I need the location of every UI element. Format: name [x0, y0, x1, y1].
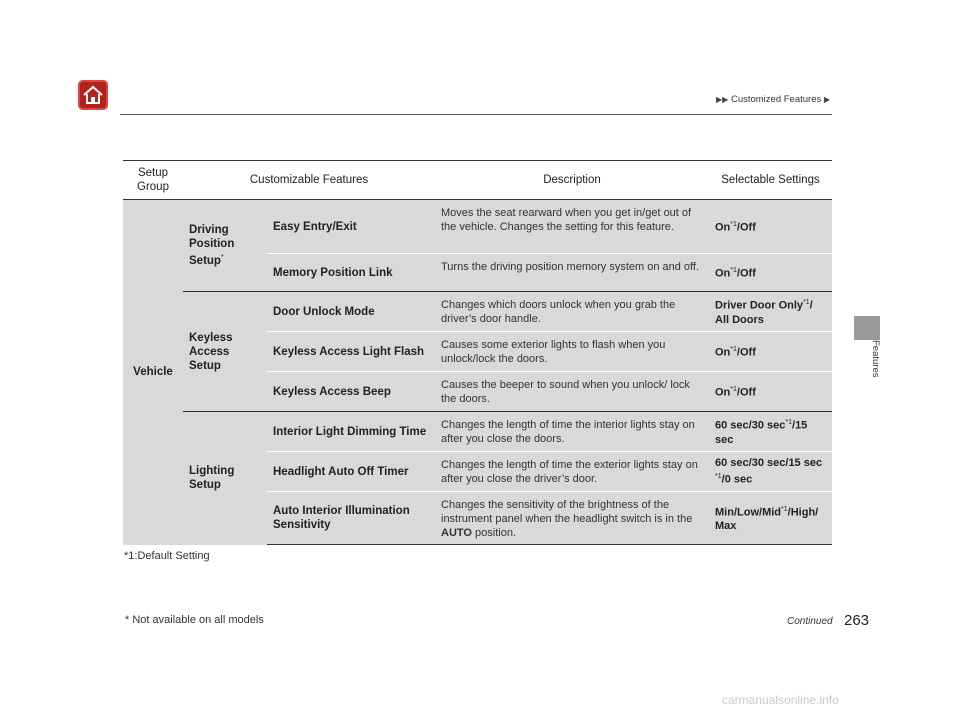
- feature-name: Keyless Access Beep: [267, 372, 435, 412]
- slash: /: [809, 299, 813, 312]
- feature-description: Causes some exterior lights to flash when you unlock/lock the doors.: [435, 332, 709, 372]
- section-label-text: Features: [870, 340, 881, 378]
- slash: /: [792, 419, 796, 432]
- header-description: Description: [435, 161, 709, 200]
- feature-description: Changes the length of time the exterior lights stay on after you close the driver’s door.: [435, 452, 709, 492]
- default-mark: *1: [715, 473, 722, 481]
- feature-settings: [709, 492, 832, 545]
- breadcrumb-end-arrow: ▶: [823, 95, 831, 104]
- feature-name: Interior Light Dimming Time: [267, 412, 435, 452]
- feature-description: Turns the driving position memory system on and off.: [435, 254, 709, 292]
- slash: /: [736, 267, 740, 280]
- setting-option: Min: [715, 506, 734, 519]
- table-row: [123, 200, 832, 254]
- continued-label: Continued: [787, 616, 833, 627]
- setting-option: On: [715, 386, 731, 399]
- feature-settings: [709, 372, 832, 412]
- slash: /: [736, 386, 740, 399]
- feature-name: Easy Entry/Exit: [267, 200, 435, 254]
- feature-name: Headlight Auto Off Timer: [267, 452, 435, 492]
- slash: /: [721, 473, 725, 486]
- setting-option: On: [715, 346, 731, 359]
- description-text: position.: [471, 527, 516, 539]
- default-mark: *1: [730, 267, 737, 275]
- feature-settings: [709, 332, 832, 372]
- setting-option: 60 sec: [715, 457, 749, 470]
- feature-settings: [709, 200, 832, 254]
- header-customizable-features: Customizable Features: [183, 161, 435, 200]
- setting-option: 15 sec: [788, 457, 823, 470]
- setting-option: Off: [739, 386, 756, 399]
- feature-name: Auto Interior Illumination Sensitivity: [267, 492, 435, 545]
- feature-description: [435, 492, 709, 545]
- availability-note: * Not available on all models: [125, 614, 264, 626]
- breadcrumb-link[interactable]: Customized Features: [730, 94, 822, 105]
- setting-option: 0 sec: [724, 473, 753, 486]
- slash: /: [785, 457, 789, 470]
- slash: /: [733, 506, 738, 519]
- setting-option: All Doors: [715, 313, 764, 326]
- breadcrumb-arrows: ▶▶: [716, 95, 729, 104]
- table-row: [123, 412, 832, 452]
- setting-option: Low: [737, 506, 760, 519]
- default-mark: *1: [785, 419, 792, 427]
- setting-option: Driver Door Only: [715, 299, 804, 312]
- page-number: 263: [844, 612, 870, 629]
- home-icon: [82, 84, 104, 106]
- header-selectable-settings: Selectable Settings: [709, 161, 832, 200]
- customizable-features-table: [123, 160, 832, 545]
- setting-option: On: [715, 267, 731, 280]
- home-button[interactable]: [78, 80, 108, 110]
- feature-settings: [709, 254, 832, 292]
- setting-option: Off: [739, 221, 756, 234]
- header-rule: [120, 114, 832, 115]
- slash: /: [748, 457, 752, 470]
- default-mark: *1: [730, 386, 737, 394]
- feature-description: Moves the seat rearward when you get in/get out of the vehicle. Changes the setting for this feature.: [435, 200, 709, 254]
- slash: /: [736, 221, 740, 234]
- asterisk-mark: *: [220, 254, 224, 262]
- description-text: Changes the sensitivity of the brightness of the instrument panel when the headlight switch is in the: [441, 499, 693, 525]
- description-bold: AUTO: [441, 527, 472, 539]
- setting-option: 60 sec: [715, 419, 749, 432]
- table-header-row: [123, 161, 832, 200]
- default-mark: *1: [781, 505, 788, 513]
- feature-name: Memory Position Link: [267, 254, 435, 292]
- feature-settings: [709, 292, 832, 332]
- setting-option: 15 sec: [715, 419, 808, 446]
- slash: /: [736, 346, 740, 359]
- setting-option: Max: [715, 520, 737, 533]
- feature-name: Keyless Access Light Flash: [267, 332, 435, 372]
- setting-option: 30 sec: [751, 457, 786, 470]
- setting-option: Mid: [762, 506, 782, 519]
- slash: /: [748, 419, 752, 432]
- feature-name: Door Unlock Mode: [267, 292, 435, 332]
- header-setup-group: Setup Group: [123, 161, 183, 200]
- section-label: [870, 340, 882, 400]
- feature-description: Changes which doors unlock when you grab the driver’s door handle.: [435, 292, 709, 332]
- table-row: [123, 292, 832, 332]
- section-tab[interactable]: [854, 316, 880, 340]
- slash: /: [759, 506, 763, 519]
- subgroup-lighting: Lighting Setup: [183, 412, 267, 545]
- subgroup-driving: [183, 200, 267, 292]
- slash: /: [815, 506, 819, 519]
- watermark: carmanualsonline.info: [722, 693, 839, 707]
- setting-option: 30 sec: [751, 419, 786, 432]
- setting-option: Off: [739, 346, 756, 359]
- default-mark: *1: [803, 299, 810, 307]
- setup-group-vehicle: Vehicle: [123, 200, 183, 545]
- subgroup-driving-label: Driving Position Setup: [189, 224, 235, 267]
- subgroup-keyless: Keyless Access Setup: [183, 292, 267, 412]
- breadcrumb[interactable]: [716, 94, 830, 105]
- slash: /: [787, 506, 791, 519]
- default-mark: *1: [730, 346, 737, 354]
- setting-option: On: [715, 221, 731, 234]
- feature-settings: [709, 452, 832, 492]
- setting-option: Off: [739, 267, 756, 280]
- feature-description: Causes the beeper to sound when you unlock/ lock the doors.: [435, 372, 709, 412]
- default-mark: *1: [730, 221, 737, 229]
- setting-option: High: [790, 506, 816, 519]
- feature-description: Changes the length of time the interior lights stay on after you close the doors.: [435, 412, 709, 452]
- default-setting-footnote: *1:Default Setting: [124, 550, 210, 562]
- feature-settings: [709, 412, 832, 452]
